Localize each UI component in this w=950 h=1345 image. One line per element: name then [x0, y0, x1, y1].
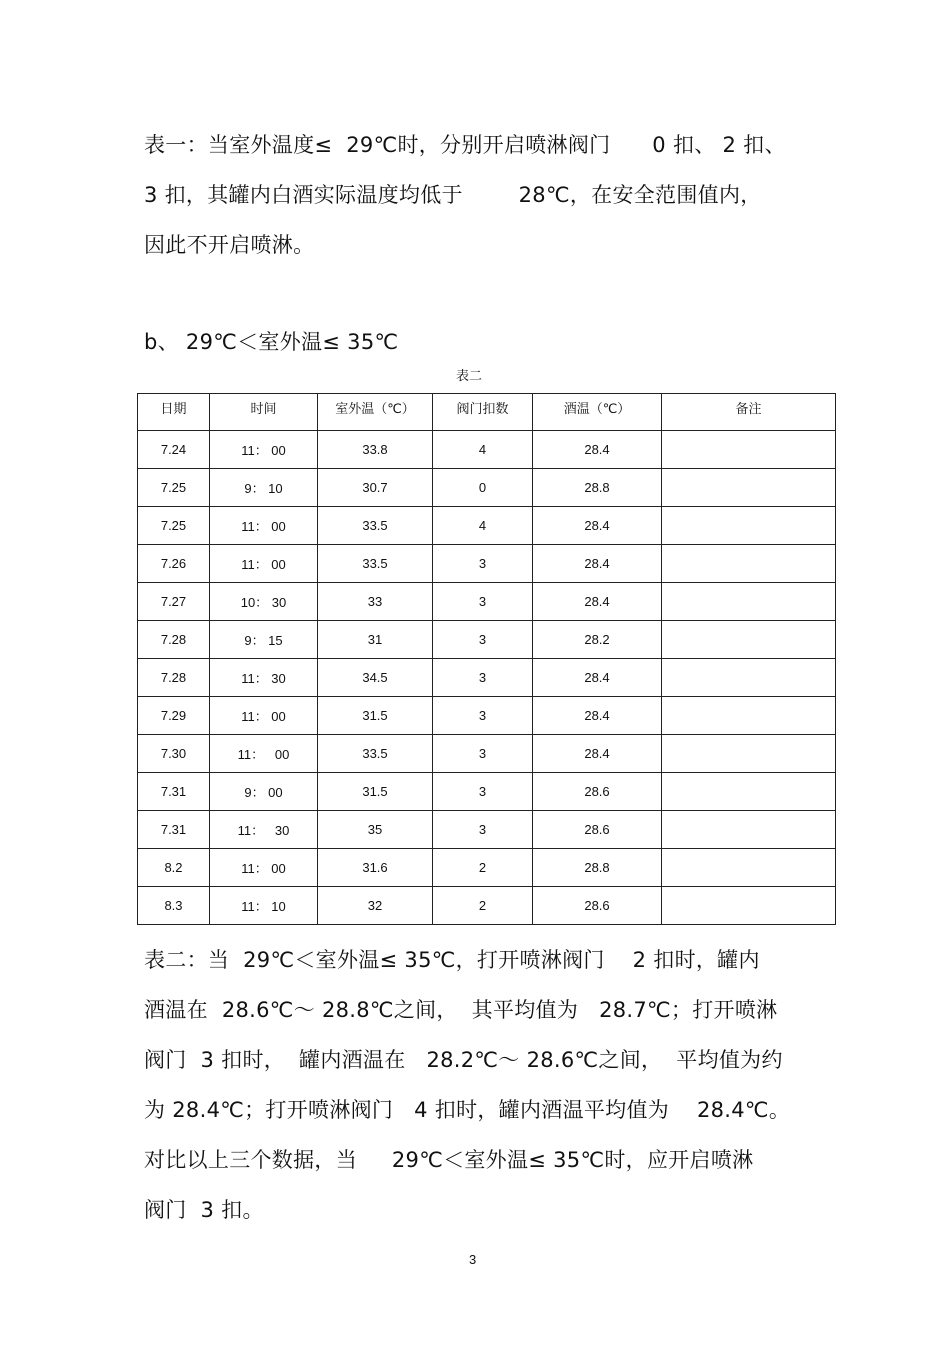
cell-valve-count: 4 — [433, 507, 533, 545]
cell-time: 11： 00 — [210, 507, 318, 545]
cell-time: 11： 00 — [210, 849, 318, 887]
cell-outdoor-temp: 33.8 — [318, 431, 433, 469]
cell-liquor-temp: 28.6 — [533, 773, 662, 811]
table-row — [138, 887, 836, 925]
cell-valve-count: 4 — [433, 431, 533, 469]
cell-outdoor-temp: 31.5 — [318, 773, 433, 811]
table-row — [138, 811, 836, 849]
cell-outdoor-temp: 31 — [318, 621, 433, 659]
cell-time: 10： 30 — [210, 583, 318, 621]
cell-date: 8.3 — [138, 887, 210, 925]
cell-valve-count: 3 — [433, 621, 533, 659]
table-row — [138, 697, 836, 735]
cell-outdoor-temp: 30.7 — [318, 469, 433, 507]
cell-valve-count: 3 — [433, 735, 533, 773]
table-row — [138, 849, 836, 887]
cell-date: 7.24 — [138, 431, 210, 469]
cell-time: 9： 15 — [210, 621, 318, 659]
cell-liquor-temp: 28.4 — [533, 697, 662, 735]
cell-outdoor-temp: 33.5 — [318, 735, 433, 773]
cell-date: 7.27 — [138, 583, 210, 621]
cell-date: 7.25 — [138, 469, 210, 507]
cell-date: 7.31 — [138, 811, 210, 849]
cell-remarks — [662, 849, 836, 887]
cell-date: 7.28 — [138, 621, 210, 659]
table-row — [138, 545, 836, 583]
cell-date: 7.31 — [138, 773, 210, 811]
cell-liquor-temp: 28.2 — [533, 621, 662, 659]
cell-outdoor-temp: 33.5 — [318, 507, 433, 545]
cell-time: 9： 10 — [210, 469, 318, 507]
cell-liquor-temp: 28.6 — [533, 887, 662, 925]
table-row — [138, 507, 836, 545]
cell-time: 11： 00 — [210, 545, 318, 583]
cell-liquor-temp: 28.4 — [533, 735, 662, 773]
text-line: 阀门 3 扣时， 罐内酒温在 28.2℃～ 28.6℃之间， 平均值为约 — [144, 1048, 783, 1072]
cell-date: 7.28 — [138, 659, 210, 697]
cell-time: 9： 00 — [210, 773, 318, 811]
cell-remarks — [662, 811, 836, 849]
cell-outdoor-temp: 33.5 — [318, 545, 433, 583]
cell-valve-count: 3 — [433, 545, 533, 583]
cell-liquor-temp: 28.8 — [533, 849, 662, 887]
cell-date: 7.30 — [138, 735, 210, 773]
cell-valve-count: 3 — [433, 811, 533, 849]
cell-remarks — [662, 659, 836, 697]
cell-remarks — [662, 583, 836, 621]
cell-liquor-temp: 28.8 — [533, 469, 662, 507]
cell-liquor-temp: 28.4 — [533, 507, 662, 545]
header-liquor-temp: 酒温（℃） — [533, 394, 662, 431]
cell-liquor-temp: 28.4 — [533, 583, 662, 621]
header-date: 日期 — [138, 394, 210, 431]
header-valve-count: 阀门扣数 — [433, 394, 533, 431]
cell-valve-count: 3 — [433, 659, 533, 697]
cell-date: 8.2 — [138, 849, 210, 887]
cell-time: 11： 00 — [210, 431, 318, 469]
cell-time: 11： 30 — [210, 659, 318, 697]
cell-remarks — [662, 545, 836, 583]
text-line: 3 扣，其罐内白酒实际温度均低于 28℃，在安全范围值内， — [144, 183, 762, 207]
cell-remarks — [662, 621, 836, 659]
cell-valve-count: 2 — [433, 849, 533, 887]
cell-time: 11： 30 — [210, 811, 318, 849]
cell-remarks — [662, 507, 836, 545]
cell-outdoor-temp: 32 — [318, 887, 433, 925]
cell-liquor-temp: 28.4 — [533, 545, 662, 583]
cell-valve-count: 0 — [433, 469, 533, 507]
cell-outdoor-temp: 34.5 — [318, 659, 433, 697]
cell-remarks — [662, 773, 836, 811]
cell-remarks — [662, 431, 836, 469]
header-time: 时间 — [210, 394, 318, 431]
cell-date: 7.29 — [138, 697, 210, 735]
cell-time: 11： 00 — [210, 735, 318, 773]
table-row — [138, 583, 836, 621]
table-row — [138, 735, 836, 773]
text-line: 表一：当室外温度≤ 29℃时，分别开启喷淋阀门 0 扣、 2 扣、 — [144, 133, 786, 157]
cell-outdoor-temp: 31.5 — [318, 697, 433, 735]
cell-date: 7.26 — [138, 545, 210, 583]
cell-valve-count: 3 — [433, 773, 533, 811]
text-line: 为 28.4℃；打开喷淋阀门 4 扣时，罐内酒温平均值为 28.4℃。 — [144, 1098, 791, 1122]
table-header-row — [138, 394, 836, 431]
data-table — [137, 393, 836, 925]
table-row — [138, 621, 836, 659]
cell-time: 11： 00 — [210, 697, 318, 735]
cell-outdoor-temp: 31.6 — [318, 849, 433, 887]
header-outdoor-temp: 室外温（℃） — [318, 394, 433, 431]
cell-liquor-temp: 28.4 — [533, 431, 662, 469]
table-caption: 表二 — [456, 369, 483, 384]
cell-liquor-temp: 28.4 — [533, 659, 662, 697]
cell-date: 7.25 — [138, 507, 210, 545]
cell-remarks — [662, 469, 836, 507]
page-number: 3 — [469, 1252, 477, 1267]
cell-remarks — [662, 697, 836, 735]
table-row — [138, 469, 836, 507]
cell-remarks — [662, 735, 836, 773]
cell-valve-count: 3 — [433, 583, 533, 621]
cell-remarks — [662, 887, 836, 925]
cell-outdoor-temp: 33 — [318, 583, 433, 621]
cell-outdoor-temp: 35 — [318, 811, 433, 849]
section-heading: b、 29℃＜室外温≤ 35℃ — [144, 330, 399, 354]
table-row — [138, 773, 836, 811]
text-line: 因此不开启喷淋。 — [144, 233, 315, 257]
cell-liquor-temp: 28.6 — [533, 811, 662, 849]
cell-valve-count: 3 — [433, 697, 533, 735]
table-row — [138, 659, 836, 697]
cell-valve-count: 2 — [433, 887, 533, 925]
text-line: 表二：当 29℃＜室外温≤ 35℃，打开喷淋阀门 2 扣时，罐内 — [144, 948, 760, 972]
table-row — [138, 431, 836, 469]
header-remarks: 备注 — [662, 394, 836, 431]
cell-time: 11： 10 — [210, 887, 318, 925]
text-line: 酒温在 28.6℃～ 28.8℃之间， 其平均值为 28.7℃；打开喷淋 — [144, 998, 778, 1022]
table-body — [138, 431, 836, 925]
text-line: 阀门 3 扣。 — [144, 1198, 264, 1222]
text-line: 对比以上三个数据，当 29℃＜室外温≤ 35℃时，应开启喷淋 — [144, 1148, 754, 1172]
